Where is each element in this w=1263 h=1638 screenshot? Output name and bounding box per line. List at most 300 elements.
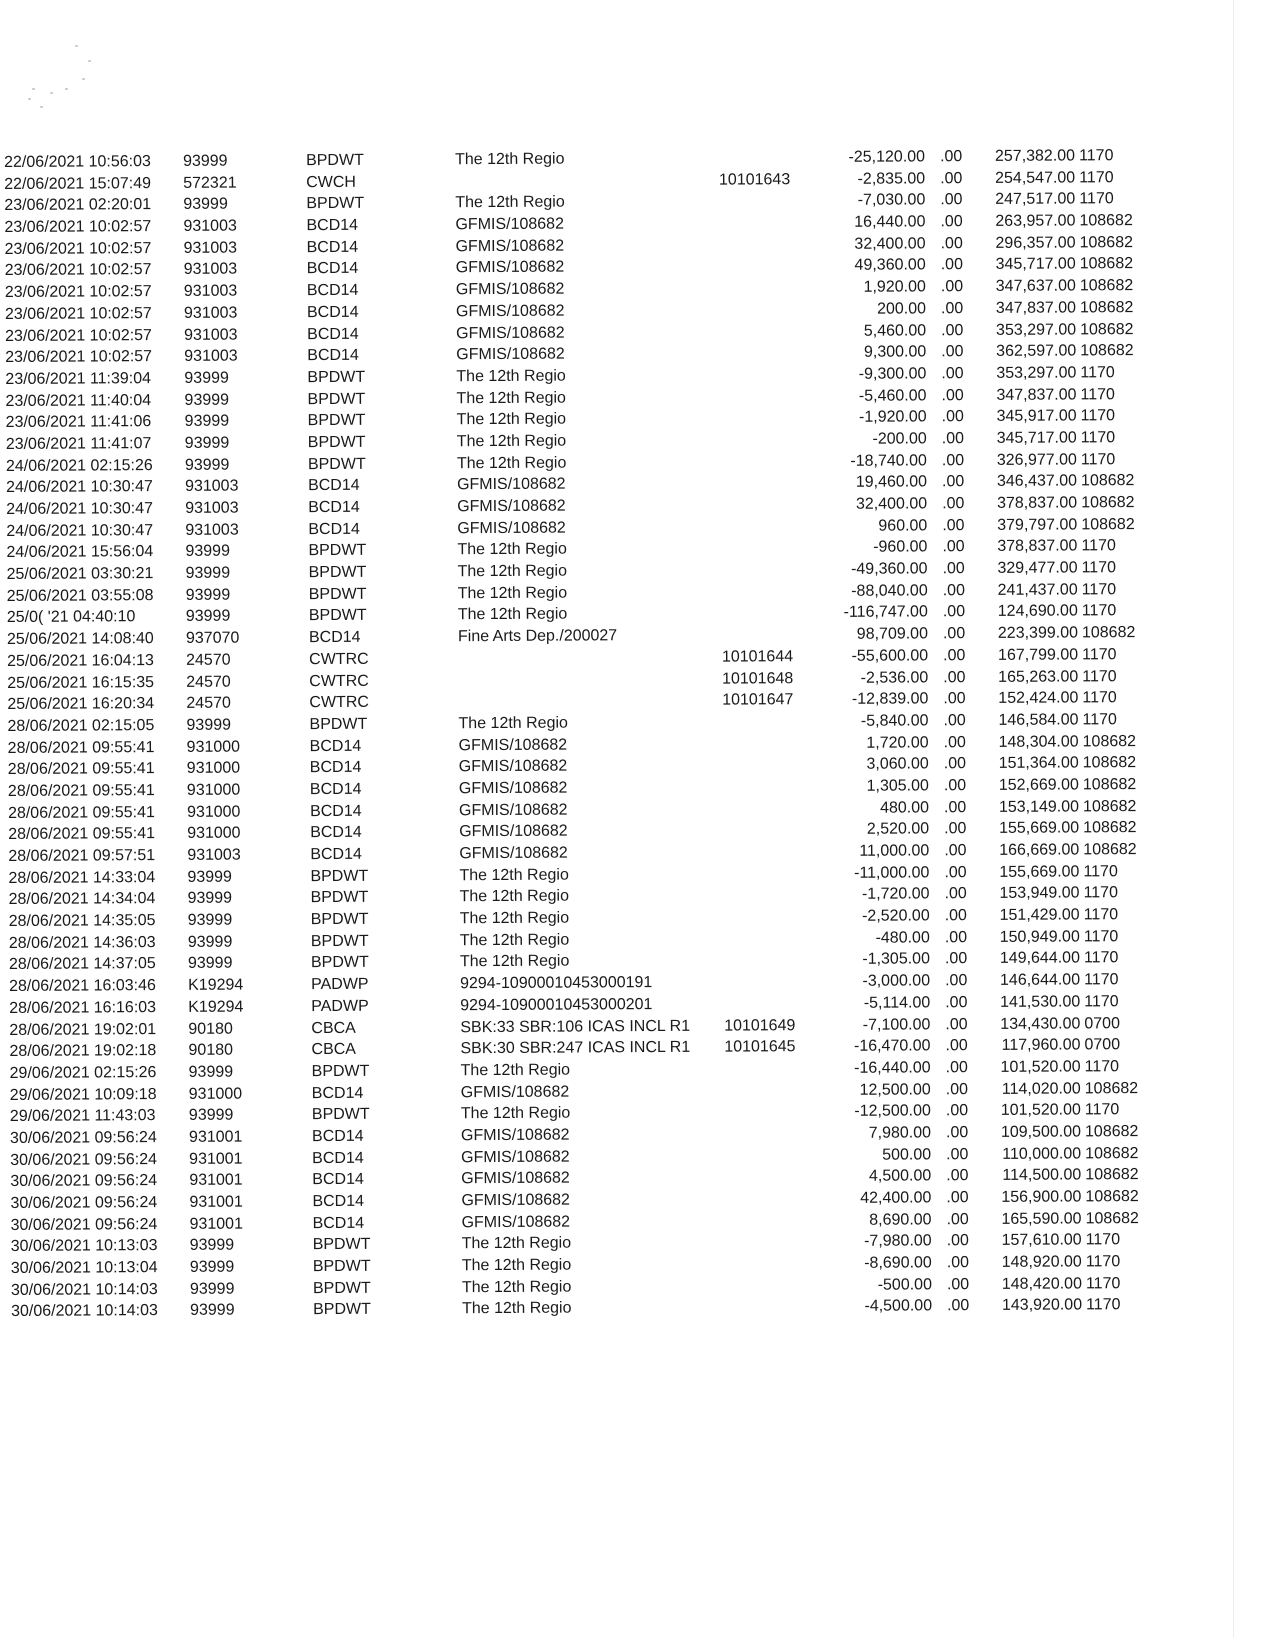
running-balance: 353,297.00 xyxy=(996,364,1077,382)
transaction-description: The 12th Regio xyxy=(459,952,570,971)
transaction-amount: -7,980.00 xyxy=(864,1232,932,1251)
transaction-type: BCD14 xyxy=(308,520,360,538)
transaction-datetime: 24/06/2021 10:30:47 xyxy=(5,478,153,497)
transaction-type: PADWP xyxy=(311,997,369,1015)
transaction-datetime: 28/06/2021 19:02:01 xyxy=(9,1020,157,1039)
account-code: 1170 xyxy=(1080,429,1116,447)
account-code: 1170 xyxy=(1082,646,1117,664)
transaction-amount: 1,305.00 xyxy=(866,777,929,795)
transaction-datetime: 28/06/2021 09:55:41 xyxy=(8,825,156,844)
transaction-code: 24570 xyxy=(186,694,231,713)
transaction-description: GFMIS/108682 xyxy=(456,324,565,342)
account-code: 108682 xyxy=(1085,1144,1139,1163)
transaction-datetime: 23/06/2021 11:39:04 xyxy=(5,369,152,388)
transaction-description: GFMIS/108682 xyxy=(455,258,565,277)
transaction-type: BCD14 xyxy=(311,1084,364,1102)
account-code: 108682 xyxy=(1079,298,1134,317)
transaction-zero-field: .00 xyxy=(941,386,964,404)
transaction-zero-field: .00 xyxy=(940,256,964,274)
transaction-datetime: 30/06/2021 10:13:04 xyxy=(10,1259,158,1278)
transaction-description: GFMIS/108682 xyxy=(458,801,568,819)
transaction-description: GFMIS/108682 xyxy=(455,237,565,255)
transaction-description: GFMIS/108682 xyxy=(458,779,568,798)
transaction-amount: -5,460.00 xyxy=(858,386,927,405)
transaction-amount: -49,360.00 xyxy=(850,560,928,578)
running-balance: 101,520.00 xyxy=(1000,1058,1081,1076)
transaction-amount: -9,300.00 xyxy=(858,365,927,383)
transaction-code: 93999 xyxy=(188,1063,234,1081)
transaction-description: The 12th Regio xyxy=(455,150,565,169)
transaction-datetime: 28/06/2021 09:55:41 xyxy=(7,803,155,822)
transaction-amount: -16,470.00 xyxy=(853,1037,931,1055)
transaction-amount: -2,835.00 xyxy=(857,170,926,188)
transaction-description: The 12th Regio xyxy=(455,193,565,212)
transaction-amount: -8,690.00 xyxy=(864,1254,932,1272)
transaction-description: The 12th Regio xyxy=(462,1299,572,1318)
transaction-type: BCD14 xyxy=(306,216,359,235)
transaction-amount: 32,400.00 xyxy=(855,495,928,513)
transaction-description: The 12th Regio xyxy=(456,454,567,472)
transaction-code: 931000 xyxy=(186,759,241,778)
transaction-type: BPDWT xyxy=(306,195,365,213)
transaction-description: GFMIS/108682 xyxy=(460,1083,570,1101)
running-balance: 148,420.00 xyxy=(1001,1275,1082,1293)
transaction-datetime: 28/06/2021 09:57:51 xyxy=(8,847,156,865)
account-code: 1170 xyxy=(1081,580,1117,599)
transaction-type: BPDWT xyxy=(307,412,366,430)
transaction-description: The 12th Regio xyxy=(461,1256,572,1275)
account-code: 1170 xyxy=(1085,1253,1121,1271)
transaction-code: 931000 xyxy=(188,1085,243,1103)
transaction-description: The 12th Regio xyxy=(459,866,569,884)
transaction-zero-field: .00 xyxy=(946,1145,969,1163)
running-balance: 101,520.00 xyxy=(1000,1101,1081,1120)
transaction-zero-field: .00 xyxy=(941,408,964,426)
transaction-description: The 12th Regio xyxy=(457,584,568,602)
transaction-datetime: 23/06/2021 10:02:57 xyxy=(4,261,152,280)
transaction-datetime: 30/06/2021 09:56:24 xyxy=(10,1194,158,1212)
account-code: 1170 xyxy=(1078,147,1114,165)
transaction-datetime: 28/06/2021 16:16:03 xyxy=(9,998,157,1017)
transaction-zero-field: .00 xyxy=(944,885,967,903)
transaction-datetime: 28/06/2021 09:55:41 xyxy=(7,782,155,800)
transaction-amount: -12,839.00 xyxy=(851,690,929,708)
transaction-code: 93999 xyxy=(184,456,230,474)
transaction-description: 9294-10900010453000201 xyxy=(460,995,653,1015)
transaction-zero-field: .00 xyxy=(943,690,966,708)
transaction-datetime: 28/06/2021 19:02:18 xyxy=(9,1042,157,1061)
transaction-zero-field: .00 xyxy=(946,1232,969,1250)
transaction-datetime: 24/06/2021 02:15:26 xyxy=(5,456,153,475)
running-balance: 109,500.00 xyxy=(1000,1123,1082,1141)
account-code: 1170 xyxy=(1080,385,1115,403)
transaction-type: CWTRC xyxy=(309,650,369,668)
transaction-code: 931003 xyxy=(184,347,238,366)
transaction-type: BPDWT xyxy=(312,1279,371,1297)
transaction-code: 931001 xyxy=(189,1193,243,1211)
transaction-type: BCD14 xyxy=(312,1149,364,1167)
transaction-description: GFMIS/108682 xyxy=(455,280,565,299)
account-code: 1170 xyxy=(1085,1231,1121,1249)
transaction-zero-field: .00 xyxy=(942,538,965,556)
running-balance: 157,610.00 xyxy=(1001,1231,1082,1250)
transaction-reference: 10101647 xyxy=(722,691,794,709)
transaction-datetime: 30/06/2021 10:14:03 xyxy=(10,1280,158,1299)
account-code: 108682 xyxy=(1083,841,1137,859)
account-code: 1170 xyxy=(1080,450,1116,469)
transaction-code: 90180 xyxy=(188,1041,234,1060)
account-code: 1170 xyxy=(1083,906,1119,924)
running-balance: 329,477.00 xyxy=(997,559,1078,577)
running-balance: 347,637.00 xyxy=(995,277,1076,296)
transaction-amount: -480.00 xyxy=(875,929,930,947)
transaction-description: GFMIS/108682 xyxy=(459,822,568,841)
running-balance: 110,000.00 xyxy=(1002,1145,1082,1163)
transaction-datetime: 28/06/2021 14:37:05 xyxy=(8,955,156,974)
transaction-code: 93999 xyxy=(189,1280,235,1298)
transaction-zero-field: .00 xyxy=(941,430,965,448)
account-code: 108682 xyxy=(1082,797,1137,816)
transaction-zero-field: .00 xyxy=(947,1297,970,1315)
transaction-type: BPDWT xyxy=(312,1236,371,1254)
transaction-amount: 1,920.00 xyxy=(863,278,926,296)
transaction-description: The 12th Regio xyxy=(459,887,570,906)
account-code: 108682 xyxy=(1082,754,1137,772)
transaction-datetime: 24/06/2021 15:56:04 xyxy=(6,543,154,562)
account-code: 1170 xyxy=(1082,667,1117,685)
account-code: 1170 xyxy=(1084,1101,1120,1119)
transaction-type: BCD14 xyxy=(312,1214,365,1232)
transaction-type: CWTRC xyxy=(309,672,369,690)
transaction-amount: -3,000.00 xyxy=(862,972,931,990)
transaction-code: 93999 xyxy=(187,911,233,929)
account-code: 108682 xyxy=(1080,320,1134,338)
transaction-datetime: 23/06/2021 10:02:57 xyxy=(4,239,152,258)
transaction-description: GFMIS/108682 xyxy=(461,1191,570,1210)
running-balance: 150,949.00 xyxy=(999,928,1080,946)
running-balance: 241,437.00 xyxy=(997,581,1078,599)
account-code: 1170 xyxy=(1082,711,1117,729)
transaction-amount: -116,747.00 xyxy=(843,603,928,622)
running-balance: 326,977.00 xyxy=(996,451,1077,469)
running-balance: 254,547.00 xyxy=(995,169,1076,187)
transaction-datetime: 23/06/2021 11:41:07 xyxy=(5,435,152,453)
transaction-datetime: 28/06/2021 09:55:41 xyxy=(7,760,155,779)
account-code: 108682 xyxy=(1081,624,1136,642)
transaction-datetime: 23/06/2021 10:02:57 xyxy=(4,304,152,323)
transaction-amount: 8,690.00 xyxy=(869,1211,932,1229)
transaction-code: 93999 xyxy=(190,1302,235,1320)
transaction-type: BCD14 xyxy=(309,802,362,820)
transaction-datetime: 29/06/2021 02:15:26 xyxy=(9,1063,157,1082)
running-balance: 148,304.00 xyxy=(998,732,1079,751)
transaction-type: BPDWT xyxy=(310,867,369,885)
transaction-zero-field: .00 xyxy=(946,1254,970,1272)
transaction-code: 931003 xyxy=(185,521,239,539)
transaction-amount: -16,440.00 xyxy=(854,1059,931,1077)
transaction-amount: 9,300.00 xyxy=(863,343,927,361)
transaction-type: BCD14 xyxy=(310,845,362,864)
transaction-amount: -1,305.00 xyxy=(862,950,931,969)
transaction-description: The 12th Regio xyxy=(457,562,568,581)
transaction-description: The 12th Regio xyxy=(460,1061,571,1080)
running-balance: 165,263.00 xyxy=(998,667,1079,686)
running-balance: 152,669.00 xyxy=(998,776,1079,794)
transaction-datetime: 23/06/2021 02:20:01 xyxy=(4,196,152,215)
transaction-code: 931000 xyxy=(186,738,241,756)
transaction-datetime: 25/06/2021 16:15:35 xyxy=(7,673,155,692)
transaction-type: BPDWT xyxy=(310,910,369,929)
transaction-zero-field: .00 xyxy=(944,842,967,860)
running-balance: 247,517.00 xyxy=(995,190,1076,209)
transaction-zero-field: .00 xyxy=(943,646,966,665)
transaction-type: BPDWT xyxy=(307,368,366,387)
transaction-reference: 10101643 xyxy=(718,170,791,189)
account-code: 108682 xyxy=(1083,819,1137,837)
transaction-zero-field: .00 xyxy=(941,321,964,339)
account-code: 108682 xyxy=(1080,472,1135,490)
transaction-datetime: 23/06/2021 11:41:06 xyxy=(5,413,152,432)
transaction-amount: 49,360.00 xyxy=(854,256,926,275)
running-balance: 165,590.00 xyxy=(1001,1210,1082,1228)
transaction-zero-field: .00 xyxy=(943,798,967,816)
transaction-code: 931001 xyxy=(188,1128,243,1146)
account-code: 108682 xyxy=(1080,342,1134,360)
transaction-datetime: 25/06/2021 03:30:21 xyxy=(6,565,154,584)
transaction-type: BCD14 xyxy=(308,498,360,517)
account-code: 108682 xyxy=(1085,1209,1139,1228)
running-balance: 156,900.00 xyxy=(1001,1188,1082,1206)
transaction-zero-field: .00 xyxy=(942,560,965,578)
transaction-code: 931003 xyxy=(185,499,239,517)
account-code: 1170 xyxy=(1085,1274,1121,1293)
transaction-description: The 12th Regio xyxy=(459,931,570,949)
transaction-datetime: 24/06/2021 10:30:47 xyxy=(6,521,154,540)
transaction-description: GFMIS/108682 xyxy=(457,519,566,537)
transaction-amount: 12,500.00 xyxy=(859,1080,931,1099)
transaction-code: 93999 xyxy=(185,608,231,626)
account-code: 0700 xyxy=(1084,1036,1121,1054)
transaction-zero-field: .00 xyxy=(941,343,964,361)
transaction-type: BPDWT xyxy=(312,1257,371,1276)
transaction-code: 931003 xyxy=(187,846,241,864)
transaction-type: BPDWT xyxy=(310,932,369,950)
transaction-description: The 12th Regio xyxy=(456,432,567,451)
transaction-zero-field: .00 xyxy=(944,820,967,838)
account-code: 1170 xyxy=(1081,537,1116,555)
transaction-description: Fine Arts Dep./200027 xyxy=(457,627,618,646)
running-balance: 347,837.00 xyxy=(996,385,1077,404)
running-balance: 152,424.00 xyxy=(998,689,1079,708)
running-balance: 146,584.00 xyxy=(998,711,1079,729)
account-code: 108682 xyxy=(1081,494,1135,512)
scan-artifact xyxy=(20,40,110,130)
transaction-type: BPDWT xyxy=(308,563,367,582)
transaction-code: 93999 xyxy=(189,1236,235,1255)
transaction-amount: 1,720.00 xyxy=(866,733,929,752)
transaction-type: BPDWT xyxy=(307,390,366,408)
transaction-amount: 3,060.00 xyxy=(866,755,929,773)
transaction-code: 93999 xyxy=(184,391,230,409)
transaction-amount: -1,920.00 xyxy=(858,408,927,427)
transaction-type: BPDWT xyxy=(311,1062,370,1080)
account-code: 1170 xyxy=(1079,168,1114,187)
account-code: 1170 xyxy=(1080,407,1116,425)
transaction-type: BCD14 xyxy=(309,737,362,755)
transaction-amount: 42,400.00 xyxy=(860,1189,932,1207)
transaction-type: BPDWT xyxy=(310,889,369,907)
transaction-code: 93999 xyxy=(183,152,228,170)
transaction-description: GFMIS/108682 xyxy=(458,757,568,776)
transaction-type: BCD14 xyxy=(311,1127,364,1146)
transaction-zero-field: .00 xyxy=(945,1037,968,1055)
running-balance: 134,430.00 xyxy=(1000,1014,1081,1033)
transaction-datetime: 23/06/2021 10:02:57 xyxy=(5,326,152,345)
transaction-amount: -7,030.00 xyxy=(857,191,926,210)
transaction-code: 93999 xyxy=(184,369,229,387)
transaction-amount: -18,740.00 xyxy=(850,451,927,470)
transaction-description: GFMIS/108682 xyxy=(459,844,568,863)
transaction-description: GFMIS/108682 xyxy=(455,302,565,321)
transaction-zero-field: .00 xyxy=(940,278,964,296)
account-code: 108682 xyxy=(1085,1166,1139,1184)
transaction-zero-field: .00 xyxy=(946,1275,970,1293)
account-code: 1170 xyxy=(1084,971,1119,989)
transaction-code: 931003 xyxy=(183,217,237,235)
running-balance: 153,149.00 xyxy=(998,798,1080,816)
transaction-zero-field: .00 xyxy=(945,972,968,990)
transaction-code: 931000 xyxy=(186,803,241,821)
transaction-zero-field: .00 xyxy=(940,234,963,253)
transaction-code: 93999 xyxy=(184,434,230,452)
transaction-datetime: 22/06/2021 10:56:03 xyxy=(4,153,151,171)
account-code: 1170 xyxy=(1086,1296,1121,1314)
transaction-amount: 2,520.00 xyxy=(866,820,930,839)
account-code: 108682 xyxy=(1082,776,1137,794)
account-code: 1170 xyxy=(1084,1058,1120,1076)
transaction-datetime: 28/06/2021 14:35:05 xyxy=(8,912,156,931)
transaction-datetime: 23/06/2021 10:02:57 xyxy=(4,218,152,237)
transaction-type: BPDWT xyxy=(307,433,366,452)
running-balance: 153,949.00 xyxy=(999,884,1080,903)
transaction-amount: 500.00 xyxy=(882,1145,932,1164)
transaction-datetime: 28/06/2021 09:55:41 xyxy=(7,738,155,757)
running-balance: 149,644.00 xyxy=(999,949,1080,968)
transaction-type: BPDWT xyxy=(310,954,369,972)
transaction-code: 931003 xyxy=(183,304,238,322)
transaction-amount: -960.00 xyxy=(873,538,928,557)
transaction-zero-field: .00 xyxy=(940,299,964,318)
transaction-code: 93999 xyxy=(187,955,233,973)
transaction-amount: -7,100.00 xyxy=(862,1015,931,1034)
transaction-type: BPDWT xyxy=(308,542,367,560)
transaction-description: GFMIS/108682 xyxy=(455,215,565,234)
account-code: 1170 xyxy=(1083,884,1119,902)
transaction-type: BPDWT xyxy=(306,151,364,170)
transaction-datetime: 25/06/2021 16:20:34 xyxy=(7,695,155,714)
transaction-zero-field: .00 xyxy=(945,1102,969,1120)
transaction-description: The 12th Regio xyxy=(456,389,566,407)
transaction-reference: 10101648 xyxy=(721,669,794,688)
running-balance: 166,669.00 xyxy=(999,841,1080,859)
transaction-description: The 12th Regio xyxy=(456,367,566,386)
transaction-datetime: 28/06/2021 14:36:03 xyxy=(8,933,156,952)
transaction-description: GFMIS/108682 xyxy=(457,497,566,516)
transaction-code: 93999 xyxy=(189,1258,235,1276)
transaction-type: BCD14 xyxy=(310,824,362,842)
transaction-datetime: 22/06/2021 15:07:49 xyxy=(4,174,152,193)
transaction-amount: 5,460.00 xyxy=(863,321,927,340)
transaction-datetime: 29/06/2021 11:43:03 xyxy=(9,1107,156,1126)
transaction-code: 931003 xyxy=(184,326,238,344)
transaction-zero-field: .00 xyxy=(940,191,963,209)
transaction-description: SBK:33 SBR:106 ICAS INCL R1 xyxy=(460,1017,691,1036)
running-balance: 263,957.00 xyxy=(995,212,1076,230)
transaction-zero-field: .00 xyxy=(940,169,963,187)
transaction-amount: 960.00 xyxy=(878,517,928,535)
transaction-datetime: 29/06/2021 10:09:18 xyxy=(9,1085,157,1104)
transaction-code: 931001 xyxy=(189,1150,243,1168)
transaction-zero-field: .00 xyxy=(942,495,965,513)
account-code: 108682 xyxy=(1081,515,1135,534)
account-code: 108682 xyxy=(1079,233,1134,252)
transaction-type: CBCA xyxy=(311,1041,356,1059)
transaction-code: 93999 xyxy=(184,412,230,431)
transaction-zero-field: .00 xyxy=(945,993,968,1012)
running-balance: 141,530.00 xyxy=(1000,993,1081,1011)
transaction-amount: 11,000.00 xyxy=(859,842,930,860)
transaction-code: 24570 xyxy=(186,651,231,669)
account-code: 1170 xyxy=(1083,927,1119,946)
running-balance: 151,364.00 xyxy=(998,754,1079,773)
running-balance: 378,837.00 xyxy=(997,537,1078,556)
transaction-datetime: 30/06/2021 09:56:24 xyxy=(9,1128,157,1147)
transaction-type: BCD14 xyxy=(307,346,359,365)
transaction-description: GFMIS/108682 xyxy=(458,736,568,754)
transaction-code: 572321 xyxy=(183,174,237,192)
transaction-type: CWCH xyxy=(306,173,357,191)
transaction-datetime: 30/06/2021 09:56:24 xyxy=(10,1215,158,1234)
transaction-zero-field: .00 xyxy=(945,1080,969,1098)
transaction-amount: -11,000.00 xyxy=(854,864,930,882)
transaction-type: BCD14 xyxy=(309,780,362,799)
transaction-type: BCD14 xyxy=(307,477,360,495)
transaction-description: The 12th Regio xyxy=(458,714,568,733)
transaction-zero-field: .00 xyxy=(942,625,966,643)
transaction-type: BPDWT xyxy=(307,455,366,473)
transaction-zero-field: .00 xyxy=(941,364,964,383)
running-balance: 362,597.00 xyxy=(996,342,1077,361)
account-code: 1170 xyxy=(1080,364,1115,382)
transaction-type: BPDWT xyxy=(311,1106,370,1124)
transaction-zero-field: .00 xyxy=(942,603,966,621)
transaction-code: 93999 xyxy=(186,716,232,734)
transaction-reference: 10101645 xyxy=(724,1038,796,1056)
transaction-zero-field: .00 xyxy=(940,213,963,231)
transaction-code: 931003 xyxy=(183,260,238,279)
transaction-zero-field: .00 xyxy=(939,148,963,166)
transaction-description: GFMIS/108682 xyxy=(461,1148,570,1166)
transaction-type: BCD14 xyxy=(306,238,359,256)
transaction-code: 24570 xyxy=(186,673,231,691)
running-balance: 345,917.00 xyxy=(996,407,1077,426)
running-balance: 345,717.00 xyxy=(996,429,1077,447)
transaction-amount: -2,536.00 xyxy=(860,668,929,687)
transaction-type: CWTRC xyxy=(309,693,369,712)
account-code: 1170 xyxy=(1081,602,1117,620)
transaction-type: BCD14 xyxy=(308,628,361,647)
transaction-reference: 10101649 xyxy=(724,1016,796,1035)
